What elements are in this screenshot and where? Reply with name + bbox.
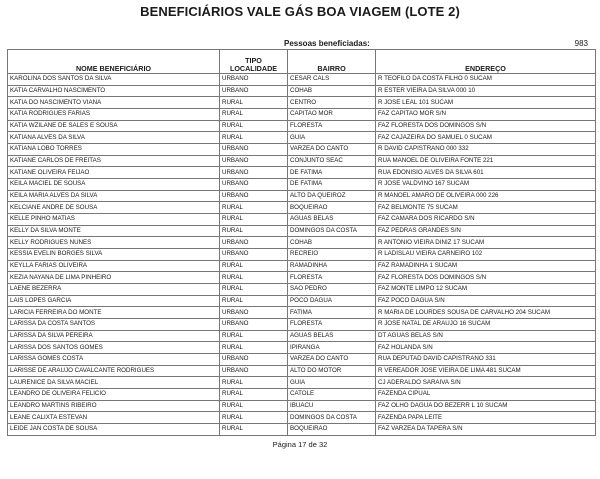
cell-nome: LARISSA DA SILVA PEREIRA — [8, 330, 220, 342]
cell-nome: KATIANE CARLOS DE FREITAS — [8, 155, 220, 167]
cell-nome: LARISSE DE ARAUJO CAVALCANTE RODRIGUES — [8, 365, 220, 377]
beneficiaries-label: Pessoas beneficiadas: — [284, 39, 370, 48]
cell-endereco: FAZ BELMONTE 75 SUCAM — [376, 202, 596, 214]
cell-tipo-localidade: RURAL — [220, 389, 288, 401]
header-tipo-line1: TIPO — [245, 56, 262, 65]
cell-tipo-localidade: URBANO — [220, 354, 288, 366]
cell-endereco: CJ ADERALDO SARAIVA S/N — [376, 377, 596, 389]
cell-nome: LARICIA FERREIRA DO MONTE — [8, 307, 220, 319]
cell-bairro: ALTO DO MOTOR — [288, 365, 376, 377]
table-row — [8, 319, 596, 331]
cell-bairro: ALTO DA QUEIROZ — [288, 190, 376, 202]
cell-endereco: FAZ POCO DAGUA S/N — [376, 295, 596, 307]
cell-endereco: R ESTER VIEIRA DA SILVA 000 10 — [376, 85, 596, 97]
table-row — [8, 225, 596, 237]
cell-nome: KELLY RODRIGUES NUNES — [8, 237, 220, 249]
cell-endereco: R DAVID CAPISTRANO 000 332 — [376, 144, 596, 156]
cell-nome: LEANDRO DE OLIVEIRA FELICIO — [8, 389, 220, 401]
table-body — [8, 74, 596, 436]
cell-nome: KATIA RODRIGUES FARIAS — [8, 109, 220, 121]
cell-bairro: POCO DAGUA — [288, 295, 376, 307]
table-row — [8, 307, 596, 319]
header-endereco: ENDEREÇO — [376, 50, 596, 74]
cell-tipo-localidade: RURAL — [220, 284, 288, 296]
cell-nome: LEIDE JAN COSTA DE SOUSA — [8, 424, 220, 436]
cell-endereco: FAZ FLORESTA DOS DOMINGOS S/N — [376, 120, 596, 132]
cell-bairro: COHAB — [288, 237, 376, 249]
cell-tipo-localidade: RURAL — [220, 400, 288, 412]
table-row — [8, 272, 596, 284]
header-tipo-localidade — [220, 50, 288, 74]
cell-nome: KELLE PINHO MATIAS — [8, 214, 220, 226]
table-row — [8, 85, 596, 97]
cell-tipo-localidade: RURAL — [220, 202, 288, 214]
cell-endereco: R MARIA DE LOURDES SOUSA DE CARVALHO 204 SUCAM — [376, 307, 596, 319]
table-row — [8, 179, 596, 191]
cell-bairro: SAO PEDRO — [288, 284, 376, 296]
cell-endereco: FAZ CAMARA DOS RICARDO S/N — [376, 214, 596, 226]
table-row — [8, 237, 596, 249]
cell-tipo-localidade: RURAL — [220, 120, 288, 132]
cell-tipo-localidade: URBANO — [220, 74, 288, 86]
cell-tipo-localidade: RURAL — [220, 97, 288, 109]
cell-endereco: FAZ MONTE LIMPO 12 SUCAM — [376, 284, 596, 296]
table-row — [8, 120, 596, 132]
cell-bairro: FLORESTA — [288, 272, 376, 284]
cell-bairro: CONJUNTO SEAC — [288, 155, 376, 167]
cell-endereco: FAZENDA CIPUAL — [376, 389, 596, 401]
table-row — [8, 132, 596, 144]
cell-endereco: R VEREADOR JOSE VIEIRA DE LIMA 481 SUCAM — [376, 365, 596, 377]
cell-endereco: R JOSE VALDVINO 167 SUCAM — [376, 179, 596, 191]
cell-tipo-localidade: RURAL — [220, 214, 288, 226]
cell-tipo-localidade: URBANO — [220, 365, 288, 377]
table-row — [8, 389, 596, 401]
table-row — [8, 190, 596, 202]
header-nome: NOME BENEFICIÁRIO — [8, 50, 220, 74]
table-row — [8, 412, 596, 424]
cell-tipo-localidade: URBANO — [220, 179, 288, 191]
table-row — [8, 330, 596, 342]
cell-bairro: FLORESTA — [288, 120, 376, 132]
cell-tipo-localidade: RURAL — [220, 225, 288, 237]
cell-nome: LEANDRO MARTINS RIBEIRO — [8, 400, 220, 412]
cell-bairro: CATOLE — [288, 389, 376, 401]
table-row — [8, 97, 596, 109]
cell-bairro: GUIA — [288, 132, 376, 144]
cell-bairro: RECREIO — [288, 249, 376, 261]
cell-tipo-localidade: URBANO — [220, 190, 288, 202]
cell-tipo-localidade: URBANO — [220, 307, 288, 319]
cell-endereco: R MANOEL AMARO DE OLIVEIRA 000 226 — [376, 190, 596, 202]
table-row — [8, 284, 596, 296]
cell-nome: KATIA DO NASCIMENTO VIANA — [8, 97, 220, 109]
header-tipo-line2: LOCALIDADE — [229, 64, 278, 73]
table-row — [8, 354, 596, 366]
cell-bairro: VARZEA DO CANTO — [288, 354, 376, 366]
cell-bairro: FATIMA — [288, 307, 376, 319]
cell-endereco: FAZ FLORESTA DOS DOMINGOS S/N — [376, 272, 596, 284]
cell-nome: KAROLINA DOS SANTOS DA SILVA — [8, 74, 220, 86]
cell-endereco: R ANTONIO VIEIRA DINIZ 17 SUCAM — [376, 237, 596, 249]
cell-nome: LARISSA DOS SANTOS GOMES — [8, 342, 220, 354]
cell-tipo-localidade: URBANO — [220, 319, 288, 331]
cell-endereco: FAZ VARZEA DA TAPERA S/N — [376, 424, 596, 436]
cell-endereco: FAZ PEDRAS GRANDES S/N — [376, 225, 596, 237]
cell-nome: KELCIANE ANDRE DE SOUSA — [8, 202, 220, 214]
cell-nome: KEILA MACIEL DE SOUSA — [8, 179, 220, 191]
cell-nome: LARISSA GOMES COSTA — [8, 354, 220, 366]
cell-endereco: DT AGUAS BELAS S/N — [376, 330, 596, 342]
cell-nome: KEZIA NAYANA DE LIMA PINHEIRO — [8, 272, 220, 284]
cell-bairro: GUIA — [288, 377, 376, 389]
cell-endereco: RUA DEPUTAD DAVID CAPISTRANO 331 — [376, 354, 596, 366]
cell-bairro: DOMINGOS DA COSTA — [288, 225, 376, 237]
table-row — [8, 377, 596, 389]
cell-endereco: RUA MANOEL DE OLIVEIRA FONTE 221 — [376, 155, 596, 167]
cell-endereco: FAZ CAJAZEIRA DO SAMUEL 0 SUCAM — [376, 132, 596, 144]
cell-nome: LEANE CALIXTA ESTEVAN — [8, 412, 220, 424]
cell-tipo-localidade: URBANO — [220, 144, 288, 156]
table-row — [8, 400, 596, 412]
cell-bairro: CENTRO — [288, 97, 376, 109]
cell-nome: KEILA MARIA ALVES DA SILVA — [8, 190, 220, 202]
table-row — [8, 295, 596, 307]
cell-endereco: RUA EDONISIO ALVES DA SILVA 601 — [376, 167, 596, 179]
beneficiaries-table — [7, 49, 596, 436]
cell-endereco: R TEOFILO DA COSTA FILHO 0 SUCAM — [376, 74, 596, 86]
cell-bairro: IBUACU — [288, 400, 376, 412]
cell-tipo-localidade: RURAL — [220, 377, 288, 389]
page-title: BENEFICIÁRIOS VALE GÁS BOA VIAGEM (LOTE 2) — [140, 4, 460, 19]
cell-endereco: R JOSE LEAL 101 SUCAM — [376, 97, 596, 109]
cell-tipo-localidade: RURAL — [220, 132, 288, 144]
cell-bairro: DE FATIMA — [288, 167, 376, 179]
cell-endereco: FAZ CAPITAO MOR S/N — [376, 109, 596, 121]
cell-nome: KEYLLA FARIAS OLIVEIRA — [8, 260, 220, 272]
cell-bairro: CAPITAO MOR — [288, 109, 376, 121]
table-row — [8, 249, 596, 261]
cell-endereco: FAZ OLHO DAGUA DO BEZERR L 10 SUCAM — [376, 400, 596, 412]
cell-endereco: FAZ HOLANDA S/N — [376, 342, 596, 354]
cell-tipo-localidade: URBANO — [220, 249, 288, 261]
cell-tipo-localidade: RURAL — [220, 109, 288, 121]
table-header-row — [8, 50, 596, 74]
cell-bairro: DE FATIMA — [288, 179, 376, 191]
table-row — [8, 342, 596, 354]
cell-tipo-localidade: RURAL — [220, 412, 288, 424]
cell-bairro: CESAR CALS — [288, 74, 376, 86]
table-row — [8, 424, 596, 436]
cell-tipo-localidade: RURAL — [220, 342, 288, 354]
cell-nome: LARISSA DA COSTA SANTOS — [8, 319, 220, 331]
table-row — [8, 155, 596, 167]
table-row — [8, 202, 596, 214]
cell-tipo-localidade: RURAL — [220, 424, 288, 436]
cell-endereco: R LADISLAU VIEIRA CARNEIRO 102 — [376, 249, 596, 261]
header-bairro: BAIRRO — [288, 50, 376, 74]
cell-tipo-localidade: URBANO — [220, 155, 288, 167]
cell-nome: KESSIA EVELIN BORGES SILVA — [8, 249, 220, 261]
cell-tipo-localidade: URBANO — [220, 167, 288, 179]
cell-bairro: IPIRANGA — [288, 342, 376, 354]
cell-endereco: FAZENDA PAPA LEITE — [376, 412, 596, 424]
cell-nome: KELLY DA SILVA MONTE — [8, 225, 220, 237]
page-footer: Página 17 de 32 — [272, 440, 328, 449]
cell-nome: LAURENICE DA SILVA MACIEL — [8, 377, 220, 389]
cell-bairro: AGUAS BELAS — [288, 214, 376, 226]
cell-tipo-localidade: RURAL — [220, 272, 288, 284]
table-row — [8, 109, 596, 121]
cell-nome: KATIANA LOBO TORRES — [8, 144, 220, 156]
cell-bairro: FLORESTA — [288, 319, 376, 331]
cell-tipo-localidade: RURAL — [220, 330, 288, 342]
cell-tipo-localidade: RURAL — [220, 260, 288, 272]
cell-nome: KATIANA ALVES DA SILVA — [8, 132, 220, 144]
cell-bairro: VARZEA DO CANTO — [288, 144, 376, 156]
table-row — [8, 214, 596, 226]
cell-nome: LAIS LOPES GARCIA — [8, 295, 220, 307]
table-row — [8, 144, 596, 156]
cell-nome: KATIA WZILANE DE SALES E SOUSA — [8, 120, 220, 132]
cell-tipo-localidade: URBANO — [220, 85, 288, 97]
table-row — [8, 74, 596, 86]
table-row — [8, 167, 596, 179]
cell-bairro: RAMADINHA — [288, 260, 376, 272]
cell-bairro: AGUAS BELAS — [288, 330, 376, 342]
cell-tipo-localidade: URBANO — [220, 237, 288, 249]
table-row — [8, 260, 596, 272]
cell-bairro: BOQUEIRAO — [288, 424, 376, 436]
beneficiaries-count: 983 — [574, 39, 588, 48]
table-row — [8, 365, 596, 377]
cell-bairro: BOQUEIRAO — [288, 202, 376, 214]
cell-bairro: COHAB — [288, 85, 376, 97]
cell-nome: KATIA CARVALHO NASCIMENTO — [8, 85, 220, 97]
cell-endereco: R JOSE NATAL DE ARAUJO 16 SUCAM — [376, 319, 596, 331]
cell-nome: LAENE BEZERRA — [8, 284, 220, 296]
cell-bairro: DOMINGOS DA COSTA — [288, 412, 376, 424]
cell-nome: KATIANE OLIVEIRA FEIJAO — [8, 167, 220, 179]
cell-tipo-localidade: RURAL — [220, 295, 288, 307]
cell-endereco: FAZ RAMADINHA 1 SUCAM — [376, 260, 596, 272]
